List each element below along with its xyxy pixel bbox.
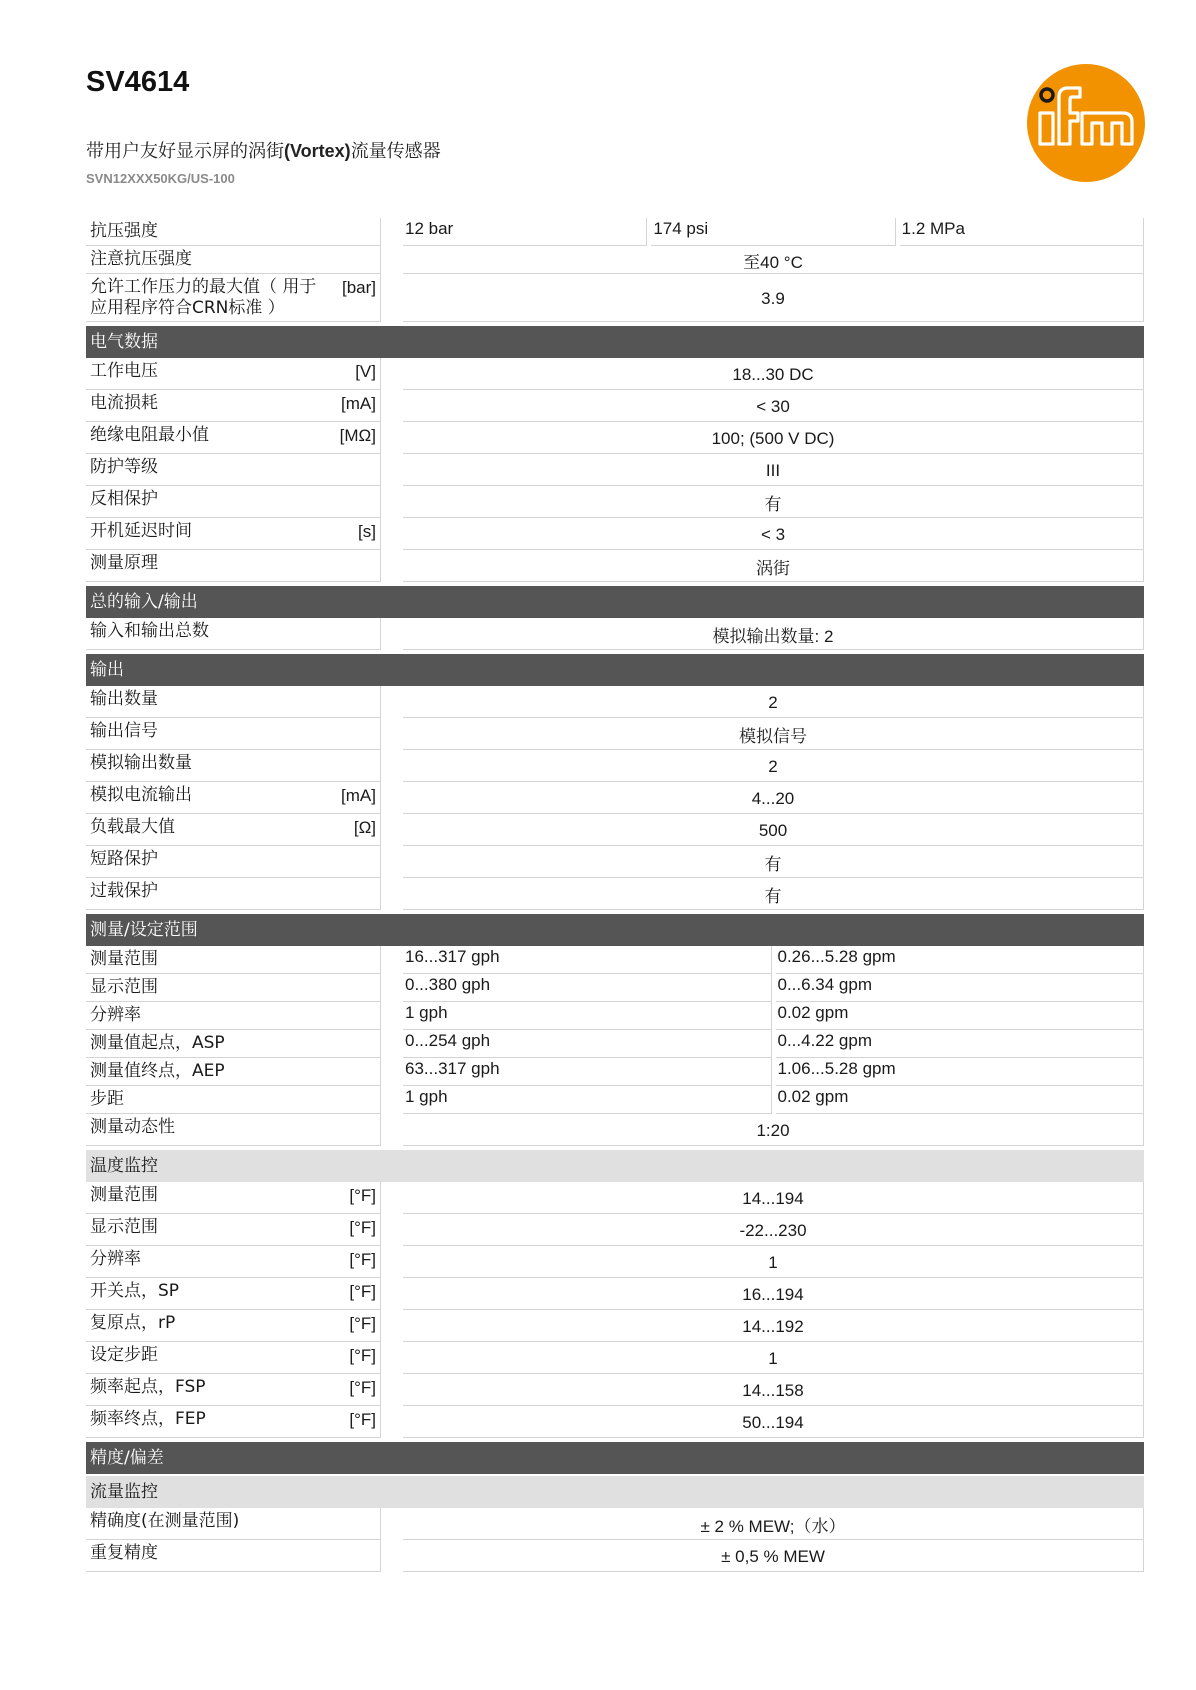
row-value: 1:20 [403, 1114, 1144, 1146]
spec-row [86, 1540, 1144, 1572]
row-label: 电流损耗 [90, 393, 158, 413]
row-value: 2 [403, 750, 1144, 782]
row-value: < 3 [403, 518, 1144, 550]
article-number: SVN12XXX50KG/US-100 [86, 171, 235, 186]
row-value: 500 [403, 814, 1144, 846]
row-unit: [V] [355, 362, 376, 381]
row-unit: [°F] [349, 1218, 376, 1237]
row-label: 步距 [90, 1089, 124, 1109]
row-value: 14...158 [403, 1374, 1144, 1406]
value-bar: 12 bar [403, 218, 647, 246]
row-label: 短路保护 [90, 849, 158, 869]
row-label: 频率终点，FEP [90, 1409, 206, 1429]
value-gpm: 0...6.34 gpm [776, 974, 1145, 1002]
row-label: 测量值终点，AEP [90, 1061, 225, 1081]
row-label: 输出信号 [90, 721, 158, 741]
row-label: 显示范围 [90, 1217, 158, 1237]
row-value: 涡街 [403, 550, 1144, 582]
value-gph: 0...254 gph [403, 1030, 772, 1058]
spec-row [86, 750, 1144, 782]
row-unit: [°F] [349, 1314, 376, 1333]
range-row [86, 1058, 1144, 1086]
spec-row [86, 782, 1144, 814]
row-value: 2 [403, 686, 1144, 718]
row-unit: [Ω] [353, 818, 376, 837]
spec-row [86, 878, 1144, 910]
row-label: 反相保护 [90, 489, 158, 509]
spec-row [86, 1374, 1144, 1406]
range-row [86, 974, 1144, 1002]
value-psi: 174 psi [651, 218, 895, 246]
row-label: 模拟输出数量 [90, 753, 192, 773]
row-unit: [°F] [349, 1282, 376, 1301]
row-value: 有 [403, 878, 1144, 910]
spec-row [86, 1214, 1144, 1246]
value-gph: 63...317 gph [403, 1058, 772, 1086]
value-gpm: 0.02 gpm [776, 1002, 1145, 1030]
row-value: 4...20 [403, 782, 1144, 814]
row-unit: [°F] [349, 1250, 376, 1269]
row-label: 注意抗压强度 [90, 249, 192, 269]
spec-row [86, 814, 1144, 846]
row-value: ± 2 % MEW;（水） [403, 1508, 1144, 1540]
row-value: 14...194 [403, 1182, 1144, 1214]
row-value: 有 [403, 486, 1144, 518]
row-value: < 30 [403, 390, 1144, 422]
section-electrical: 电气数据 [86, 326, 1144, 358]
spec-row [86, 1310, 1144, 1342]
row-unit: [mA] [341, 786, 376, 805]
row-value: 100; (500 V DC) [403, 422, 1144, 454]
row-unit: [°F] [349, 1186, 376, 1205]
row-dynamic [86, 1114, 1144, 1146]
row-label: 防护等级 [90, 457, 158, 477]
row-label: 输入和输出总数 [90, 621, 209, 641]
row-unit: [MΩ] [339, 426, 376, 445]
spec-row [86, 618, 1144, 650]
spec-row [86, 1342, 1144, 1374]
row-value: -22...230 [403, 1214, 1144, 1246]
row-value: 50...194 [403, 1406, 1144, 1438]
value-gpm: 1.06...5.28 gpm [776, 1058, 1145, 1086]
row-crn-pressure [86, 274, 1144, 322]
row-label: 允许工作压力的最大值（ 用于应用程序符合CRN标准 ） [90, 277, 317, 318]
section-io: 总的输入/输出 [86, 586, 1144, 618]
row-value: 有 [403, 846, 1144, 878]
row-label: 分辨率 [90, 1005, 141, 1025]
spec-row [86, 1182, 1144, 1214]
row-unit: [mA] [341, 394, 376, 413]
section-range: 测量/设定范围 [86, 914, 1144, 946]
row-value: 16...194 [403, 1278, 1144, 1310]
row-label: 设定步距 [90, 1345, 158, 1365]
row-label: 测量原理 [90, 553, 158, 573]
row-label: 频率起点，FSP [90, 1377, 206, 1397]
spec-row [86, 846, 1144, 878]
spec-row [86, 486, 1144, 518]
spec-row [86, 718, 1144, 750]
row-unit: [°F] [349, 1346, 376, 1365]
row-value: ± 0,5 % MEW [403, 1540, 1144, 1572]
value-gpm: 0.02 gpm [776, 1086, 1145, 1114]
section-outputs: 输出 [86, 654, 1144, 686]
row-value: 1 [403, 1342, 1144, 1374]
section-flow-monitoring: 流量监控 [86, 1476, 1144, 1508]
row-label: 输出数量 [90, 689, 158, 709]
range-row [86, 1086, 1144, 1114]
range-row [86, 946, 1144, 974]
value-gph: 16...317 gph [403, 946, 772, 974]
value-gph: 1 gph [403, 1002, 772, 1030]
spec-row [86, 390, 1144, 422]
row-label: 测量值起点，ASP [90, 1033, 225, 1053]
spec-row [86, 1246, 1144, 1278]
row-label: 抗压强度 [90, 221, 158, 241]
value-mpa: 1.2 MPa [900, 218, 1144, 246]
row-unit: [°F] [349, 1410, 376, 1429]
row-label: 复原点，rP [90, 1313, 176, 1333]
product-subtitle: 带用户友好显示屏的涡街(Vortex)流量传感器 [86, 141, 441, 162]
row-unit: [°F] [349, 1378, 376, 1397]
spec-row [86, 454, 1144, 486]
section-temperature: 温度监控 [86, 1150, 1144, 1182]
row-value: 14...192 [403, 1310, 1144, 1342]
row-pressure-rating [86, 218, 1144, 246]
row-label: 绝缘电阻最小值 [90, 425, 209, 445]
spec-row [86, 1278, 1144, 1310]
row-label: 精确度(在测量范围) [90, 1511, 240, 1531]
row-label: 显示范围 [90, 977, 158, 997]
spec-row [86, 518, 1144, 550]
row-unit: [bar] [341, 278, 376, 297]
value-gpm: 0...4.22 gpm [776, 1030, 1145, 1058]
row-label: 测量动态性 [90, 1117, 175, 1137]
spec-row [86, 1508, 1144, 1540]
row-value: 1 [403, 1246, 1144, 1278]
ifm-logo-icon [1026, 63, 1146, 183]
spec-row [86, 686, 1144, 718]
value-gph: 1 gph [403, 1086, 772, 1114]
spec-row [86, 422, 1144, 454]
row-label: 重复精度 [90, 1543, 158, 1563]
row-label: 工作电压 [90, 361, 158, 381]
value-gph: 0...380 gph [403, 974, 772, 1002]
range-row [86, 1030, 1144, 1058]
row-label: 过载保护 [90, 881, 158, 901]
row-label: 负载最大值 [90, 817, 175, 837]
product-title: SV4614 [86, 66, 190, 98]
row-label: 开机延迟时间 [90, 521, 192, 541]
row-unit: [s] [358, 522, 376, 541]
spec-row [86, 1406, 1144, 1438]
row-value: 模拟输出数量: 2 [403, 618, 1144, 650]
row-value: 至40 °C [403, 246, 1144, 274]
spec-row [86, 358, 1144, 390]
row-value: 18...30 DC [403, 358, 1144, 390]
value-gpm: 0.26...5.28 gpm [776, 946, 1145, 974]
row-label: 模拟电流输出 [90, 785, 192, 805]
row-label: 测量范围 [90, 949, 158, 969]
row-pressure-note [86, 246, 1144, 274]
row-value: 3.9 [403, 274, 1144, 322]
range-row [86, 1002, 1144, 1030]
row-label: 开关点，SP [90, 1281, 180, 1301]
spec-row [86, 550, 1144, 582]
row-value: 模拟信号 [403, 718, 1144, 750]
row-label: 分辨率 [90, 1249, 141, 1269]
row-label: 测量范围 [90, 1185, 158, 1205]
row-value: III [403, 454, 1144, 486]
section-accuracy: 精度/偏差 [86, 1442, 1144, 1474]
